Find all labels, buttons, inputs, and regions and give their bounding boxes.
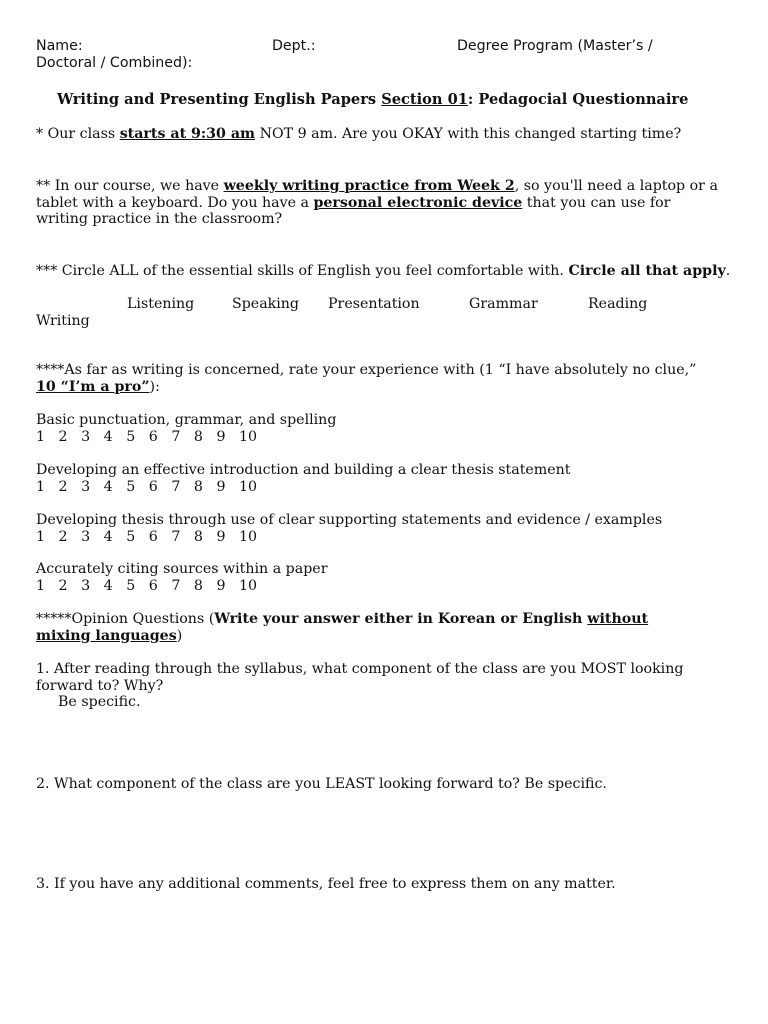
title-section: Section 01: [381, 91, 468, 108]
q1-text-post: NOT 9 am. Are you OKAY with this changed starting time?: [255, 126, 682, 142]
q5-emphasis-underlined: without mixing languages: [36, 611, 649, 644]
rating-label: Basic punctuation, grammar, and spelling: [36, 412, 337, 428]
q1-text-pre: * Our class: [36, 126, 120, 142]
question-skills: [36, 263, 756, 280]
opinion-question-1-text: 1. After reading through the syllabus, what component of the class are you MOST looking forward to? Why?: [36, 661, 684, 694]
student-info-header: [36, 38, 736, 72]
skill-option-reading[interactable]: Reading: [588, 296, 648, 312]
skill-option-listening[interactable]: Listening: [127, 296, 195, 312]
skill-option-writing[interactable]: Writing: [36, 313, 90, 329]
opinion-question-3-text: 3. If you have any additional comments, feel free to express them on any matter.: [36, 876, 616, 892]
question-start-time: [36, 126, 736, 143]
skill-option-speaking[interactable]: Speaking: [232, 296, 300, 312]
q5-text-pre: *****Opinion Questions (: [36, 611, 215, 627]
question-device: [36, 178, 726, 228]
rating-item: [36, 462, 736, 495]
rating-item: [36, 512, 736, 545]
opinion-questions-heading: [36, 611, 701, 644]
opinion-question-3: [36, 876, 736, 893]
q4-text-pre: ****As far as writing is concerned, rate your experience with (1 “I have absolutely no clue,”: [36, 362, 697, 378]
q2-emphasis-practice: weekly writing practice from Week 2: [223, 178, 515, 194]
q4-emphasis: 10 “I’m a pro”: [36, 378, 150, 395]
name-label: Name:: [36, 38, 83, 54]
q5-emphasis: Write your answer either in Korean or English: [214, 611, 588, 627]
title-prefix: Writing and Presenting English Papers: [57, 91, 382, 108]
rating-label: Developing an effective introduction and building a clear thesis statement: [36, 462, 571, 478]
rating-label: Developing thesis through use of clear supporting statements and evidence / examples: [36, 512, 663, 528]
degree-program-label-cont: Doctoral / Combined):: [36, 55, 193, 71]
q2-text-pre: ** In our course, we have: [36, 178, 224, 194]
rating-item: [36, 412, 736, 445]
rating-scale[interactable]: 1 2 3 4 5 6 7 8 9 10: [36, 478, 258, 495]
q2-text-mid: , so you'll need a laptop or a tablet with a keyboard. Do you have a: [36, 178, 718, 211]
skill-option-grammar[interactable]: Grammar: [469, 296, 538, 312]
rating-item: [36, 561, 736, 594]
q1-emphasis: starts at 9:30 am: [119, 126, 256, 142]
q3-emphasis: Circle all that apply: [568, 263, 726, 279]
opinion-question-1-cont: Be specific.: [58, 694, 141, 711]
question-writing-rating: [36, 362, 716, 395]
rating-label: Accurately citing sources within a paper: [36, 561, 328, 577]
q2-emphasis-device: personal electronic device: [313, 194, 523, 211]
opinion-question-2: [36, 776, 736, 793]
skills-options: [36, 296, 736, 330]
skill-option-presentation[interactable]: Presentation: [328, 296, 420, 312]
opinion-question-1: [36, 661, 741, 711]
page-title: [57, 92, 757, 109]
q5-text-post: ): [176, 627, 183, 644]
q4-text-post: ):: [149, 378, 160, 395]
opinion-question-2-text: 2. What component of the class are you LEAST looking forward to? Be specific.: [36, 776, 607, 792]
rating-scale[interactable]: 1 2 3 4 5 6 7 8 9 10: [36, 577, 258, 594]
q2-text-post: that you can use for writing practice in the classroom?: [36, 194, 671, 228]
rating-scale[interactable]: 1 2 3 4 5 6 7 8 9 10: [36, 528, 258, 545]
rating-scale[interactable]: 1 2 3 4 5 6 7 8 9 10: [36, 428, 258, 445]
dept-label: Dept.:: [272, 38, 316, 54]
title-suffix: : Pedagocial Questionnaire: [467, 91, 689, 108]
degree-program-label: Degree Program (Master’s /: [457, 38, 653, 54]
q3-text-pre: *** Circle ALL of the essential skills of English you feel comfortable with.: [36, 263, 569, 279]
q3-text-post: .: [725, 263, 731, 279]
